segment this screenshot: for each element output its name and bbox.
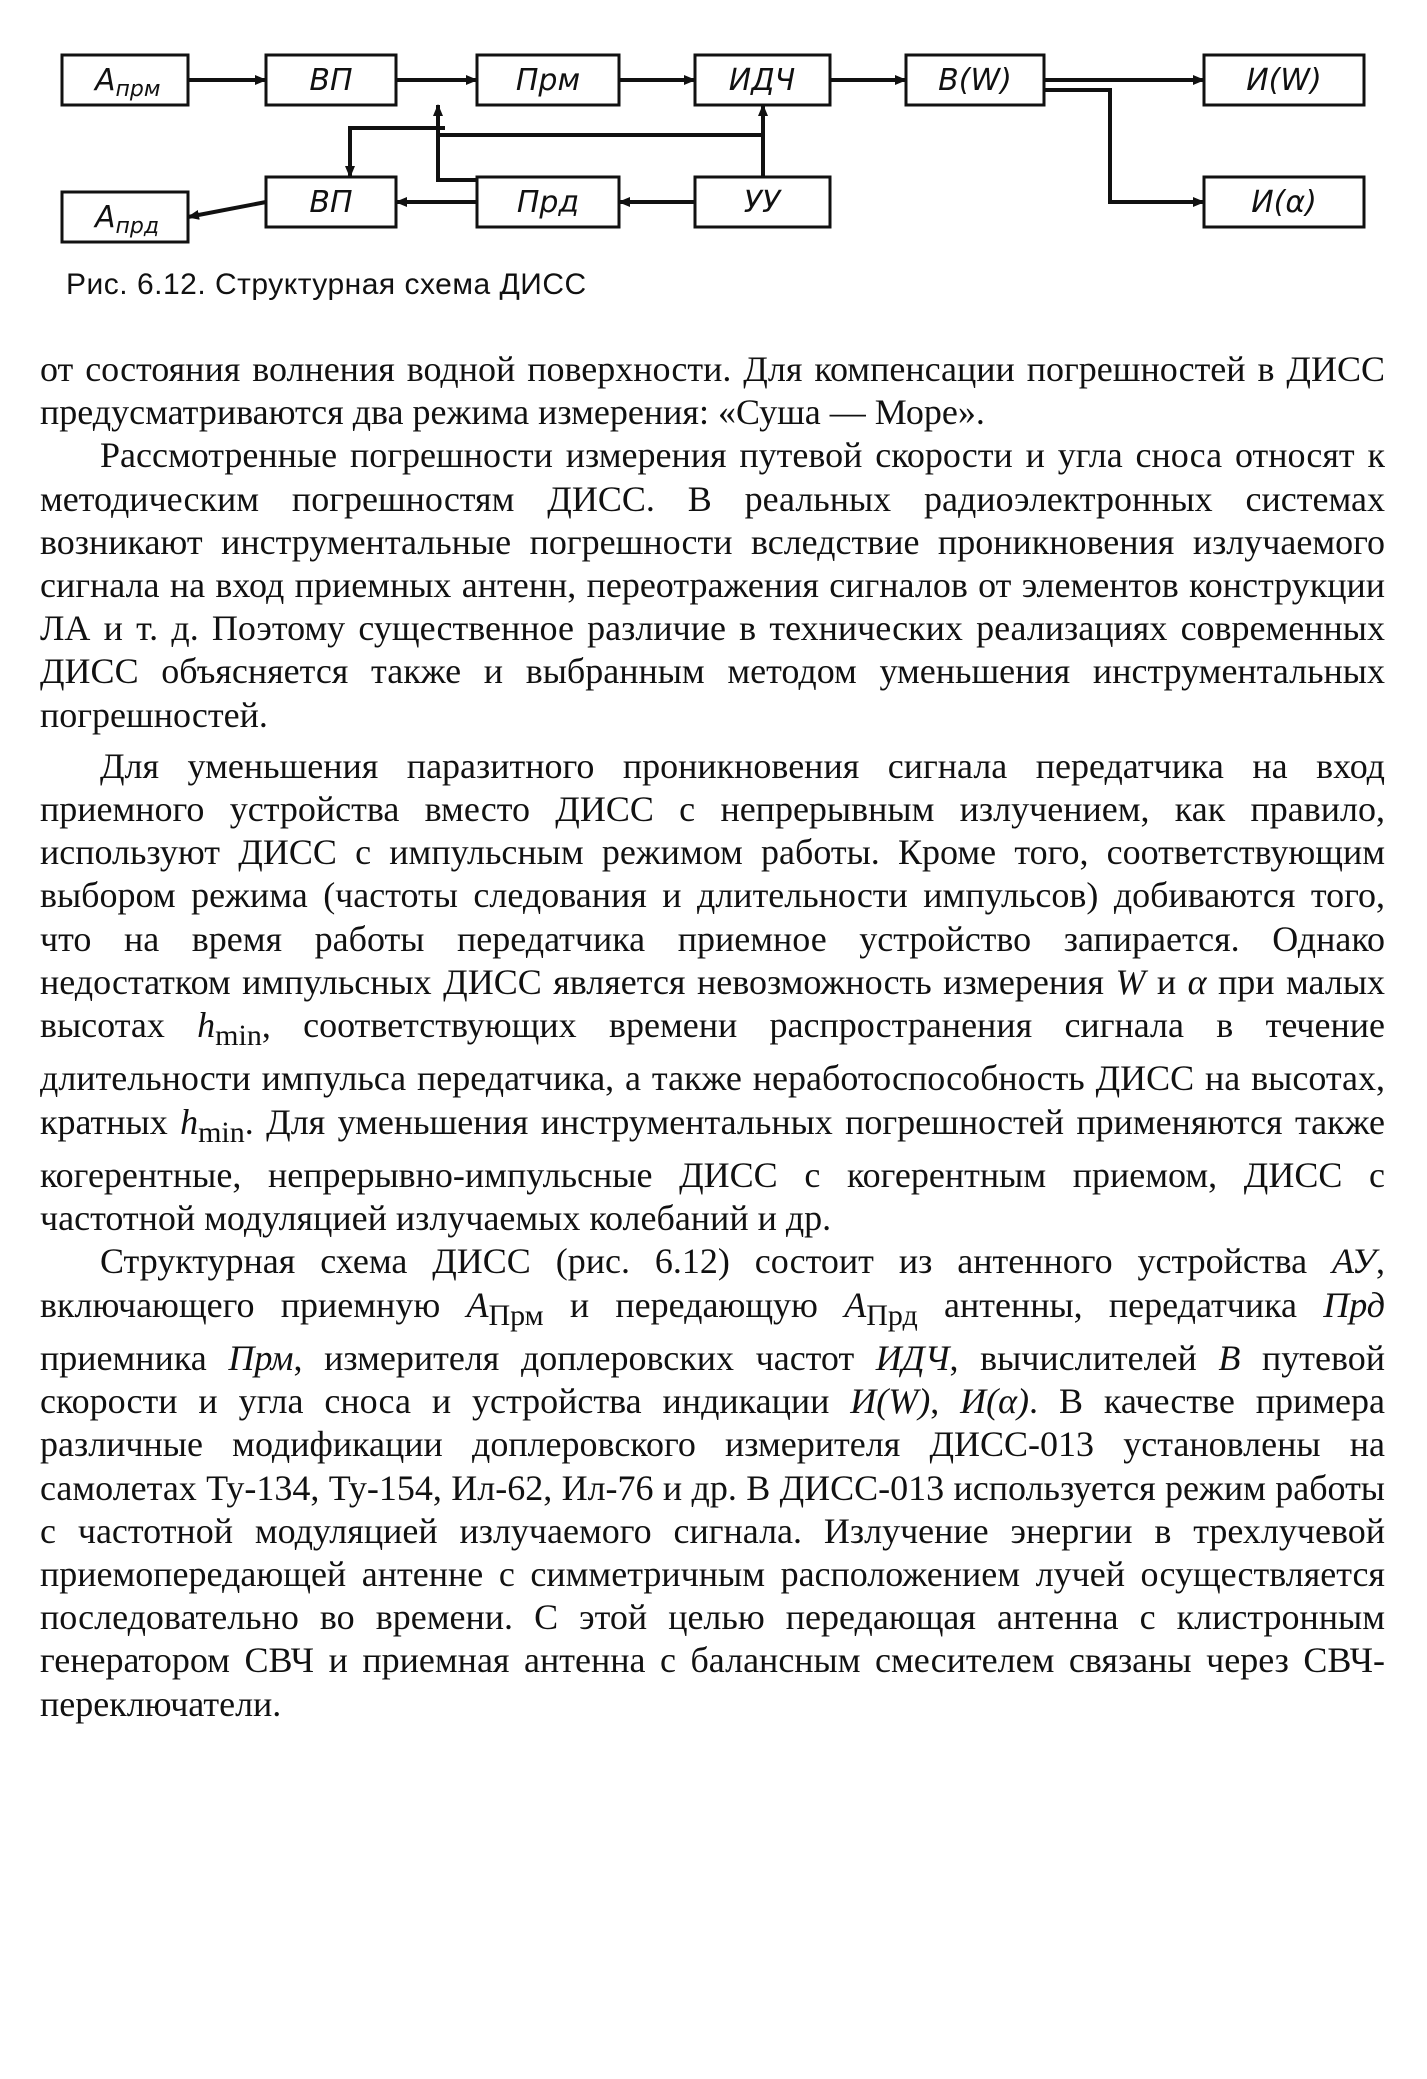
paragraph-3: Для уменьшения паразитного проникновения сигнала передатчика на вход приемного устройства вместо ДИСС с непрерывным излучением, как правило, используют ДИСС с импульсным режимом работы. Кроме того, соответствующим выбором режима (частоты следования и длительности импульсов) добиваются того, что на время работы передатчика приемное устройство запирается. Однако недостатком импульсных ДИСС является невозможность измерения W и α при малых высотах $h_{min}$, соответствующих времени распространения сигнала в течение длительности импульса передатчика, а также неработоспособность ДИСС на высотах, кратных $h_{min}$. Для уменьшения инструментальных погрешностей применяются также когерентные, непрерывно-импульсные ДИСС с когерентным приемом, ДИСС с частотной модуляцией излучаемых колебаний и др. bbox=[40, 745, 1386, 1239]
block-diagram bbox=[40, 20, 1390, 260]
label-indicator-alpha: И(α) bbox=[1251, 185, 1317, 220]
label-doppler-meter: ИДЧ bbox=[728, 63, 796, 98]
label-indicator-w: И(W) bbox=[1246, 63, 1322, 98]
label-receiver: Прм bbox=[515, 63, 581, 98]
label-control: УУ bbox=[743, 185, 781, 220]
paragraph-4: Структурная схема ДИСС (рис. 6.12) состоит из антенного устройства АУ, включающего приемную $A_{Прм}$ и передающую $A_{Прд}$ антенны, передатчика Прд приемника Прм, измерителя доплеровских частот ИДЧ, вычислителей В путевой скорости и угла сноса и устройства индикации И(W), И(α). В качестве примера различные модификации доплеровского измерителя ДИСС-013 установлены на самолетах Ту-134, Ту-154, Ил-62, Ил-76 и др. В ДИСС-013 используется режим работы с частотной модуляцией излучаемого сигнала. Излучение энергии в трехлучевой приемопередающей антенне с симметричным расположением лучей осуществляется последовательно во времени. С этой целью передающая антенна с клистронным генератором СВЧ и приемная антенна с балансным смесителем связаны через СВЧ-переключатели. bbox=[40, 1241, 1385, 1724]
label-antenna-receive: $A_{прм}$ bbox=[95, 63, 161, 102]
label-antenna-transmit: $A_{прд}$ bbox=[95, 200, 160, 239]
figure-caption: Рис. 6.12. Структурная схема ДИСС bbox=[66, 268, 587, 301]
label-vp-top: ВП bbox=[309, 63, 353, 98]
label-computer: B(W) bbox=[938, 63, 1012, 98]
paragraph-1: от состояния волнения водной поверхности. Для компенсации погрешностей в ДИСС предусматриваются два режима измерения: «Суша — Море». bbox=[40, 349, 1385, 433]
label-transmitter: Прд bbox=[516, 185, 580, 220]
body-text bbox=[40, 348, 1385, 1726]
paragraph-2: Рассмотренные погрешности измерения путевой скорости и угла сноса относят к методическим погрешностям ДИСС. В реальных радиоэлектронных системах возникают инструментальные погрешности вследствие проникновения излучаемого сигнала на вход приемных антенн, переотражения сигналов от элементов конструкции ЛА и т. д. Поэтому существенное различие в технических реализациях современных ДИСС объясняется также и выбранным методом уменьшения инструментальных погрешностей. bbox=[40, 435, 1385, 735]
label-vp-bottom: ВП bbox=[309, 185, 353, 220]
